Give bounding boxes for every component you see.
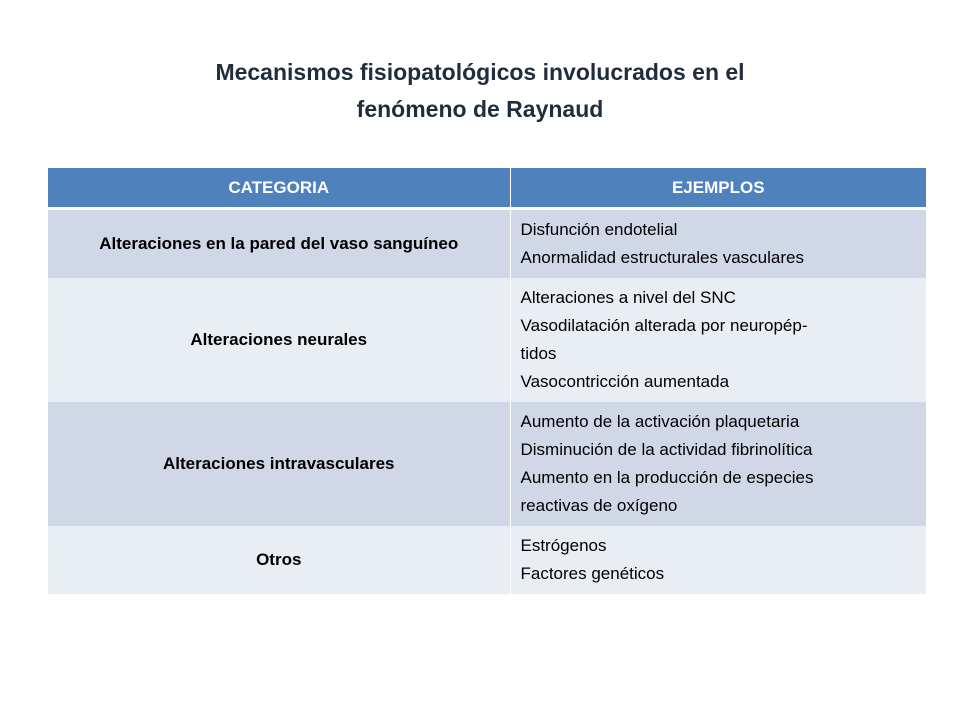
table-row xyxy=(48,209,926,279)
table-row xyxy=(48,526,926,594)
examples-cell xyxy=(510,402,926,526)
example-item: Vasocontricción aumentada xyxy=(520,372,730,391)
category-cell: Alteraciones neurales xyxy=(48,278,510,402)
table-row xyxy=(48,402,926,526)
example-item: Factores genéticos xyxy=(520,564,665,583)
example-item: Anormalidad estructurales vasculares xyxy=(520,248,804,267)
table-header-row xyxy=(48,168,926,209)
example-item: reactivas de oxígeno xyxy=(520,496,678,515)
category-cell: Alteraciones en la pared del vaso sanguíneo xyxy=(48,209,510,279)
example-item: Estrógenos xyxy=(520,536,607,555)
example-item: Aumento en la producción de especies xyxy=(520,468,814,487)
title-line-1: Mecanismos fisiopatológicos involucrados en el xyxy=(215,59,745,85)
title-line-2: fenómeno de Raynaud xyxy=(356,96,604,122)
table-row xyxy=(48,278,926,402)
mechanisms-table xyxy=(48,168,926,594)
category-cell: Otros xyxy=(48,526,510,594)
category-cell: Alteraciones intravasculares xyxy=(48,402,510,526)
example-item: Vasodilatación alterada por neuropép- xyxy=(520,316,808,335)
header-category: CATEGORIA xyxy=(48,168,510,209)
examples-cell xyxy=(510,209,926,279)
example-item: Aumento de la activación plaquetaria xyxy=(520,412,800,431)
example-item: Disfunción endotelial xyxy=(520,220,678,239)
example-item: tidos xyxy=(520,344,557,363)
example-item: Alteraciones a nivel del SNC xyxy=(520,288,736,307)
slide-title xyxy=(0,54,960,128)
examples-cell xyxy=(510,526,926,594)
example-item: Disminución de la actividad fibrinolítica xyxy=(520,440,813,459)
header-examples: EJEMPLOS xyxy=(510,168,926,209)
examples-cell xyxy=(510,278,926,402)
